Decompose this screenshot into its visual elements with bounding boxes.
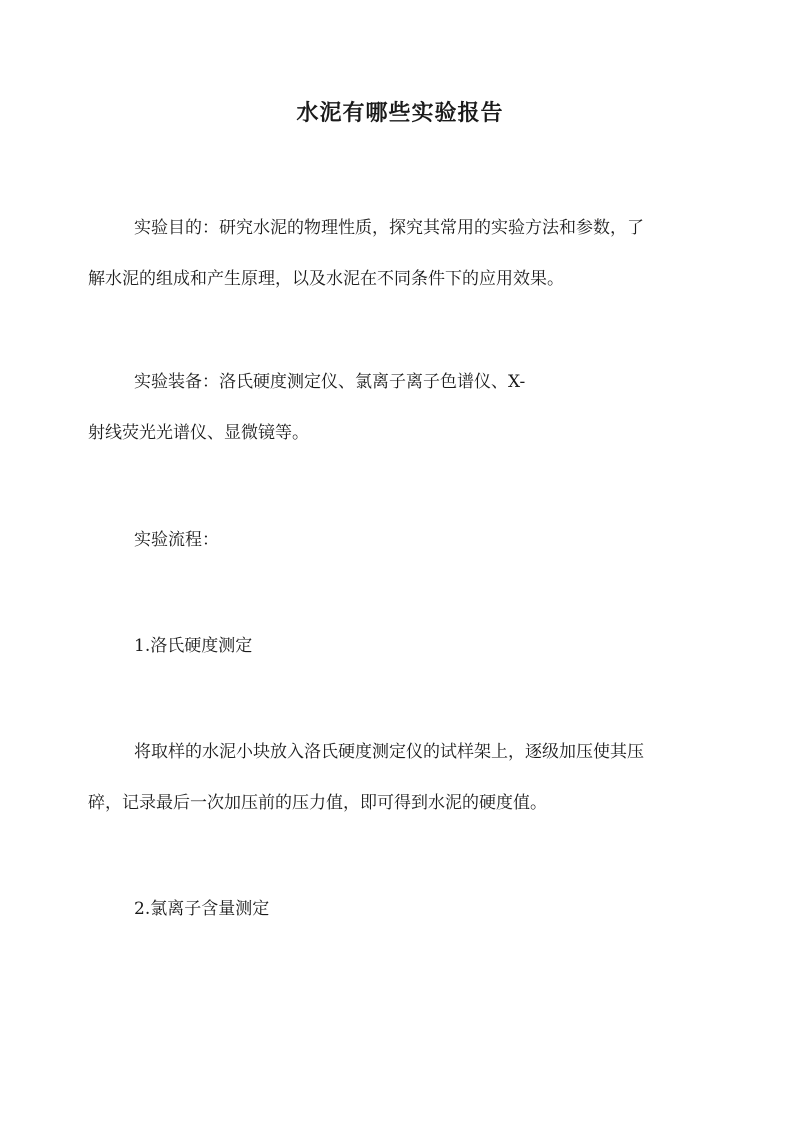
paragraph-line: 射线荧光光谱仪、显微镜等。 bbox=[88, 423, 309, 443]
paragraph-line: 解水泥的组成和产生原理，以及水泥在不同条件下的应用效果。 bbox=[88, 269, 564, 289]
paragraph-line: 2.氯离子含量测定 bbox=[134, 899, 270, 919]
paragraph-line: 实验目的：研究水泥的物理性质，探究其常用的实验方法和参数，了 bbox=[134, 218, 644, 238]
equipment-paragraph bbox=[88, 357, 708, 459]
paragraph-line: 碎，记录最后一次加压前的压力值，即可得到水泥的硬度值。 bbox=[88, 793, 547, 813]
paragraph-line: 1.洛氏硬度测定 bbox=[134, 636, 253, 656]
step-2-heading bbox=[88, 884, 708, 935]
paragraph-line: 实验流程： bbox=[134, 530, 219, 550]
purpose-paragraph bbox=[88, 203, 708, 305]
paragraph-line: 实验装备：洛氏硬度测定仪、氯离子离子色谱仪、X- bbox=[134, 372, 526, 392]
paragraph-line: 将取样的水泥小块放入洛氏硬度测定仪的试样架上，逐级加压使其压 bbox=[134, 742, 644, 762]
document-title: 水泥有哪些实验报告 bbox=[296, 100, 504, 126]
process-heading bbox=[88, 515, 708, 566]
step-1-description bbox=[88, 727, 708, 829]
step-1-heading bbox=[88, 621, 708, 672]
